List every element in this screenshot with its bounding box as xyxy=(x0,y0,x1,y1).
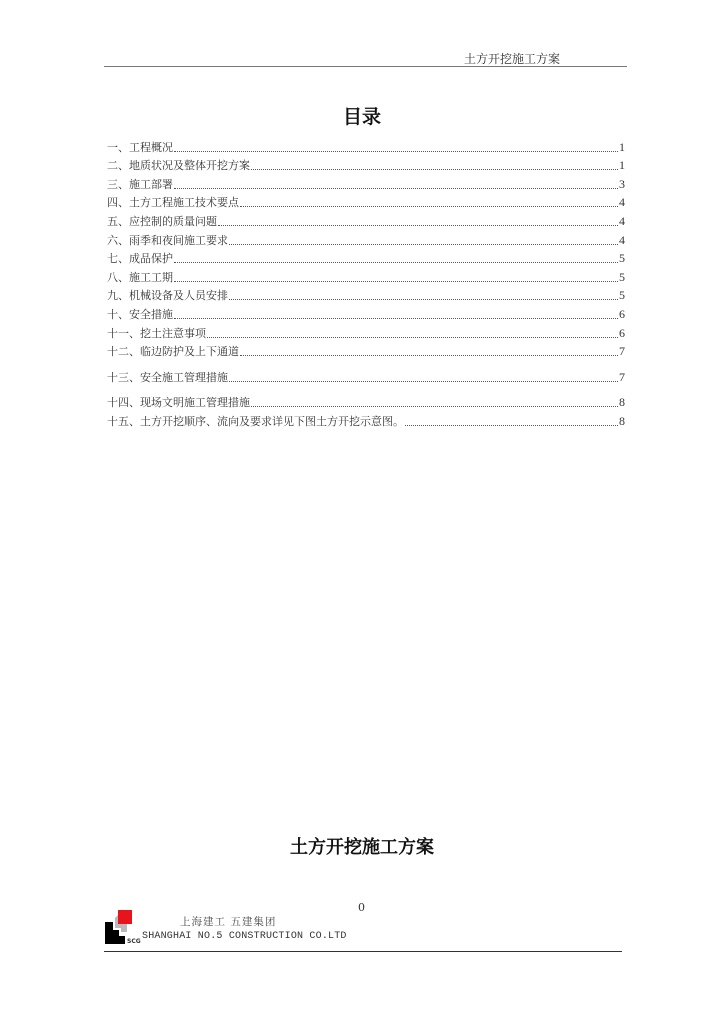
toc-entry-label: 五、应控制的质量问题 xyxy=(107,214,217,228)
toc-entry-label: 十一、挖土注意事项 xyxy=(107,326,206,340)
toc-entry[interactable] xyxy=(107,285,625,304)
toc-entry-page: 5 xyxy=(619,269,625,284)
toc-entry[interactable] xyxy=(107,192,625,211)
toc-entry[interactable] xyxy=(107,303,625,322)
toc-entry-page: 5 xyxy=(619,288,625,303)
toc-leader-dots xyxy=(174,262,618,263)
toc-entry-label: 九、机械设备及人员安排 xyxy=(107,289,228,303)
toc-entry-page: 1 xyxy=(619,158,625,173)
running-header-title: 土方开挖施工方案 xyxy=(464,52,561,66)
header-divider xyxy=(104,66,627,67)
toc-leader-dots xyxy=(240,206,618,207)
toc-entry-page: 4 xyxy=(619,195,625,210)
toc-leader-dots xyxy=(251,169,618,170)
toc-entry-label: 八、施工工期 xyxy=(107,270,173,284)
toc-entry-page: 6 xyxy=(619,306,625,321)
toc-entry-page: 7 xyxy=(619,369,625,384)
toc-leader-dots xyxy=(229,244,618,245)
company-name-chinese: 上海建工 五建集团 xyxy=(180,916,277,928)
table-of-contents xyxy=(107,136,625,429)
document-title: 土方开挖施工方案 xyxy=(290,837,434,858)
toc-entry-page: 3 xyxy=(619,176,625,191)
toc-entry-page: 7 xyxy=(619,344,625,359)
toc-entry[interactable] xyxy=(107,410,625,429)
toc-entry-page: 1 xyxy=(619,139,625,154)
toc-entry-page: 8 xyxy=(619,413,625,428)
toc-entry[interactable] xyxy=(107,155,625,174)
toc-entry[interactable] xyxy=(107,266,625,285)
page-number: 0 xyxy=(358,901,365,914)
toc-leader-dots xyxy=(174,151,618,152)
toc-entry[interactable] xyxy=(107,248,625,267)
toc-entry-label: 十三、安全施工管理措施 xyxy=(107,370,228,384)
toc-entry-label: 四、土方工程施工技术要点 xyxy=(107,196,239,210)
toc-entry-page: 5 xyxy=(619,251,625,266)
toc-entry[interactable] xyxy=(107,210,625,229)
toc-entry-label: 六、雨季和夜间施工要求 xyxy=(107,233,228,247)
toc-entry[interactable] xyxy=(107,136,625,155)
toc-leader-dots xyxy=(405,425,618,426)
toc-entry-label: 十二、临边防护及上下通道 xyxy=(107,345,239,359)
toc-entry[interactable] xyxy=(107,229,625,248)
toc-entry-label: 十四、现场文明施工管理措施 xyxy=(107,396,250,410)
toc-entry-page: 6 xyxy=(619,325,625,340)
toc-entry-label: 一、工程概况 xyxy=(107,140,173,154)
footer-divider xyxy=(104,951,622,952)
toc-leader-dots xyxy=(251,406,618,407)
toc-entry[interactable] xyxy=(107,341,625,360)
toc-entry[interactable] xyxy=(107,173,625,192)
toc-entry-page: 4 xyxy=(619,213,625,228)
toc-entry-label: 二、地质状况及整体开挖方案 xyxy=(107,159,250,173)
toc-entry[interactable] xyxy=(107,322,625,341)
toc-leader-dots xyxy=(174,281,618,282)
toc-entry-label: 七、成品保护 xyxy=(107,252,173,266)
toc-entry-page: 4 xyxy=(619,232,625,247)
toc-leader-dots xyxy=(229,381,618,382)
svg-text:SCG: SCG xyxy=(127,938,141,944)
toc-entry[interactable] xyxy=(107,392,625,411)
toc-entry-label: 十五、土方开挖顺序、流向及要求详见下图土方开挖示意图。 xyxy=(107,414,404,428)
toc-entry-label: 三、施工部署 xyxy=(107,177,173,191)
toc-leader-dots xyxy=(174,318,618,319)
toc-entry-label: 十、安全措施 xyxy=(107,307,173,321)
company-logo-icon xyxy=(105,910,145,944)
toc-entry-page: 8 xyxy=(619,395,625,410)
toc-leader-dots xyxy=(229,299,618,300)
toc-leader-dots xyxy=(240,355,618,356)
toc-entry[interactable] xyxy=(107,366,625,385)
toc-leader-dots xyxy=(218,225,618,226)
toc-leader-dots xyxy=(174,188,618,189)
toc-leader-dots xyxy=(207,337,618,338)
toc-heading: 目录 xyxy=(342,106,381,128)
company-name-english: SHANGHAI NO.5 CONSTRUCTION CO.LTD xyxy=(142,931,347,942)
